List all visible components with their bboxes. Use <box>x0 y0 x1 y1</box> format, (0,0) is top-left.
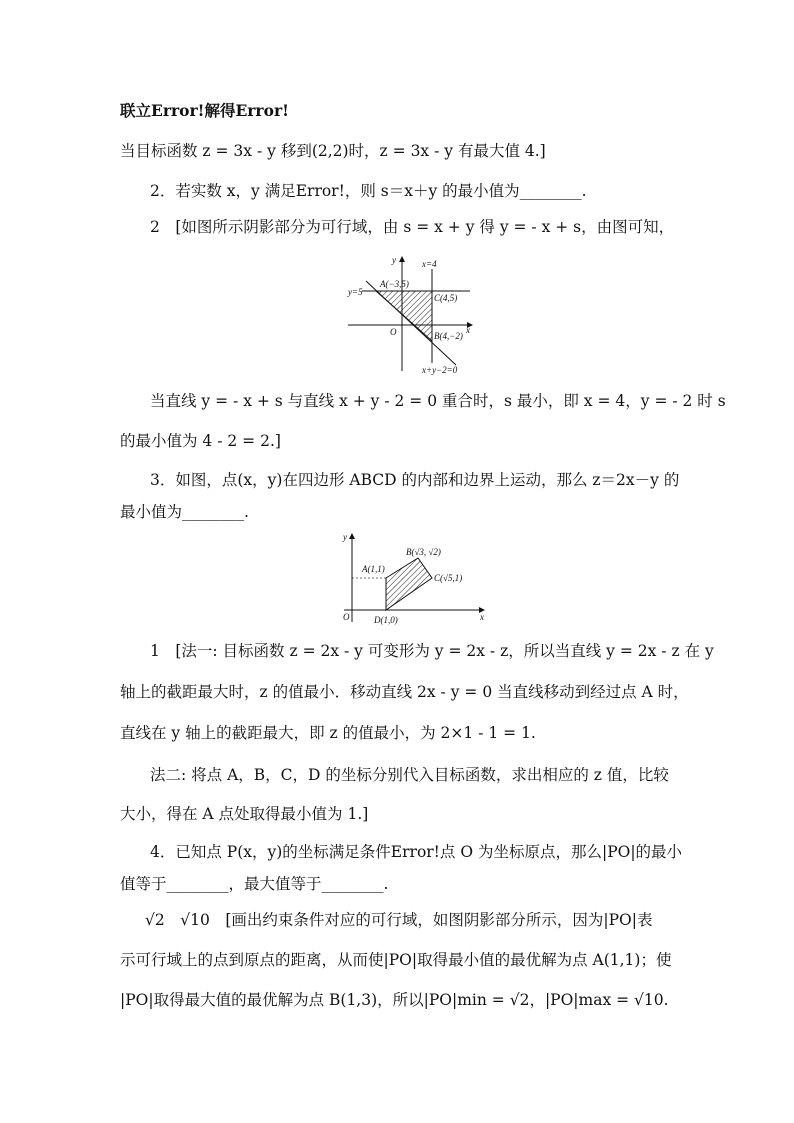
problem-4-blanks: 值等于________，最大值等于________. <box>120 875 389 893</box>
fig1-label-y5: y=5 <box>348 287 363 297</box>
problem-3-answer: 1 [法一: 目标函数 z = 2x - y 可变形为 y = 2x - z，所以当直线 y = 2x - z 在 y <box>150 642 714 660</box>
problem-2-answer-cont: 当直线 y = - x + s 与直线 x + y - 2 = 0 重合时，s 最小，即 x = 4，y = - 2 时 s <box>150 392 726 410</box>
fig1-point-a: A(−3,5) <box>380 279 409 289</box>
text-line-2: 当目标函数 z = 3x - y 移到(2,2)时，z = 3x - y 有最大值 4.] <box>120 142 546 160</box>
problem-4-answer-cont: 示可行域上的点到原点的距离，从而使|PO|取得最小值的最优解为点 A(1,1)；使 <box>120 951 672 969</box>
problem-3-statement: 3．如图，点(x，y)在四边形 ABCD 的内部和边界上运动，那么 z＝2x－y 的 <box>150 471 680 489</box>
problem-3-method-2: 法二: 将点 A，B，C，D 的坐标分别代入目标函数，求出相应的 z 值，比较 <box>150 766 669 784</box>
fig1-origin-label: O <box>390 327 397 337</box>
fig2-point-a: A(1,1) <box>362 564 385 574</box>
fig1-label-xy: x+y−2=0 <box>422 365 458 375</box>
text-line-1: 联立Error!解得Error! <box>120 101 289 120</box>
problem-2-answer: 2 [如图所示阴影部分为可行域，由 s = x + y 得 y = - x + s，由图可知， <box>150 218 675 236</box>
problem-2-answer-end: 的最小值为 4 - 2 = 2.] <box>120 432 281 450</box>
figure-2-quadrilateral <box>338 530 490 628</box>
fig1-y-axis-label: y <box>392 255 396 265</box>
fig2-x-axis-label: x <box>480 612 484 622</box>
fig2-origin-label: O <box>343 612 350 622</box>
problem-3-blank: 最小值为________. <box>120 503 249 521</box>
quadrilateral-abcd <box>386 558 432 610</box>
fig2-point-c: C(√5,1) <box>434 573 463 583</box>
problem-4-statement: 4．已知点 P(x，y)的坐标满足条件Error!点 O 为坐标原点，那么|PO|的最小 <box>150 843 683 861</box>
fig2-point-b: B(√3, √2) <box>406 547 441 557</box>
fig1-point-b: B(4,−2) <box>434 331 463 341</box>
problem-3-answer-end: 直线在 y 轴上的截距最大，即 z 的值最小，为 2×1 - 1 = 1. <box>120 724 536 742</box>
figure-1-feasible-region <box>340 253 480 378</box>
problem-3-answer-cont: 轴上的截距最大时，z 的值最小．移动直线 2x - y = 0 当直线移动到经过点 A 时， <box>120 683 689 701</box>
fig1-label-x4: x=4 <box>422 259 437 269</box>
fig2-point-d: D(1,0) <box>374 615 398 625</box>
fig1-x-axis-label: x <box>466 325 470 335</box>
problem-4-answer-end: |PO|取得最大值的最优解为点 B(1,3)，所以|PO|min = √2，|PO|max = √10. <box>120 991 669 1009</box>
fig1-point-c: C(4,5) <box>434 293 458 303</box>
fig2-y-axis-label: y <box>343 532 347 542</box>
problem-3-method-2-end: 大小，得在 A 点处取得最小值为 1.] <box>120 805 369 823</box>
problem-2-statement: 2．若实数 x，y 满足Error!，则 s＝x＋y 的最小值为________. <box>150 182 587 200</box>
problem-4-answer: √2 √10 [画出约束条件对应的可行域，如图阴影部分所示，因为|PO|表 <box>145 911 653 929</box>
